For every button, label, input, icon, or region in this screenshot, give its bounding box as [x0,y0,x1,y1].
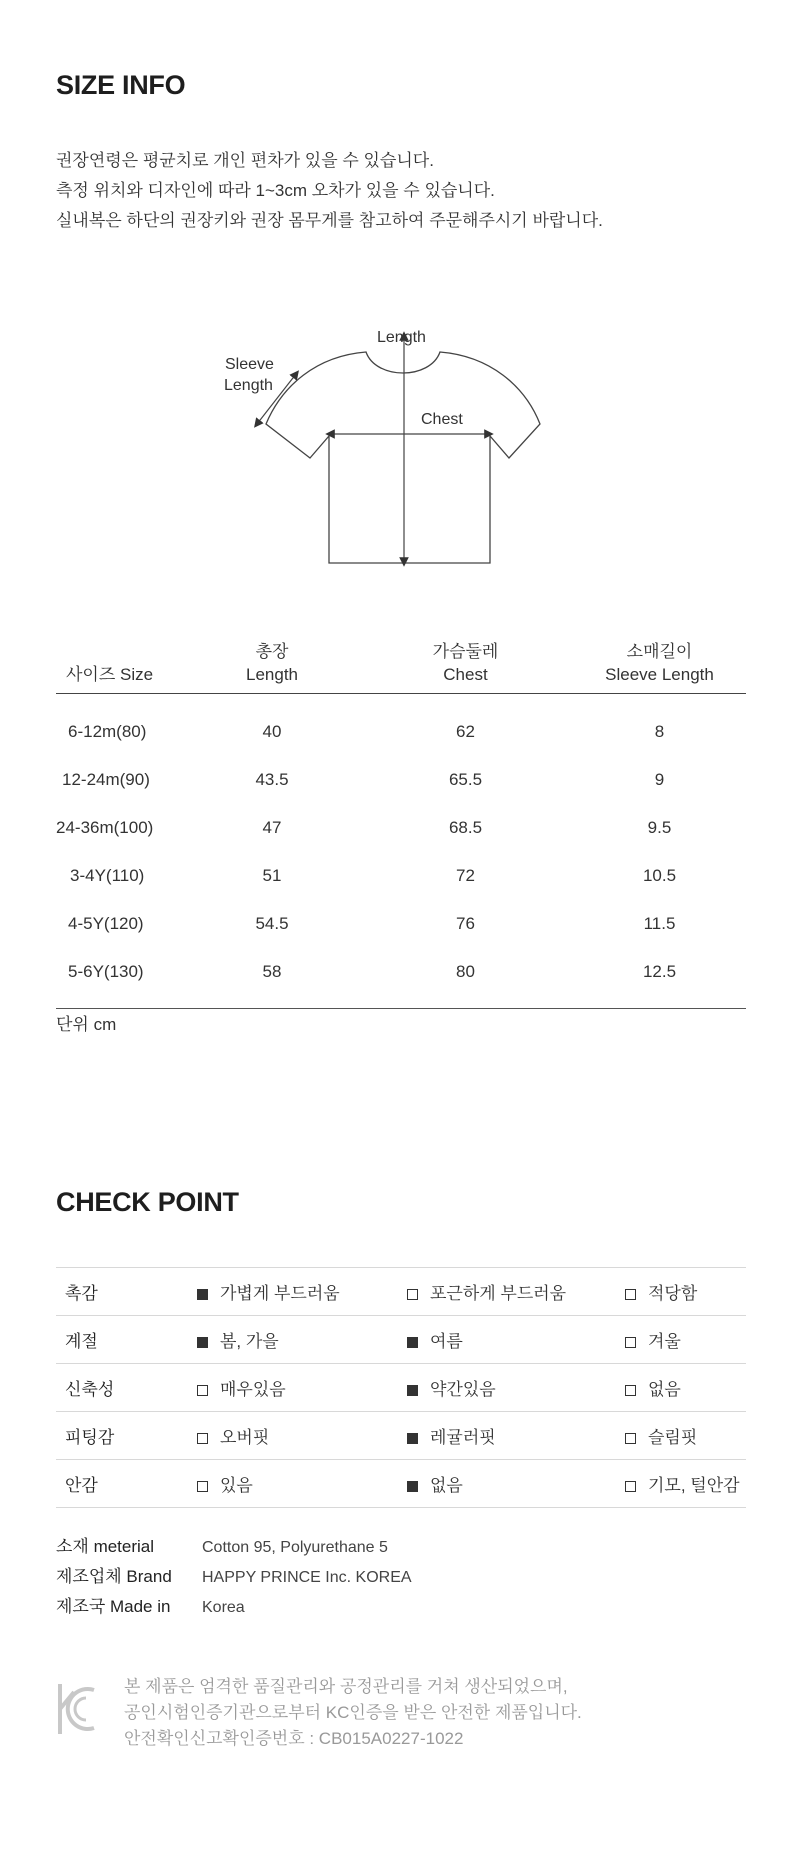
check-option [407,1412,625,1460]
table-row [56,756,746,804]
checked-box-icon [407,1337,418,1348]
kc-line: 안전확인신고확인증번호 : CB015A0227-1022 [124,1729,464,1748]
check-option [407,1316,625,1364]
check-option [625,1364,746,1412]
check-option [197,1364,407,1412]
kc-line: 공인시험인증기관으로부터 KC인증을 받은 안전한 제품입니다. [124,1703,582,1722]
check-option-label: 봄, 가을 [220,1332,279,1351]
cell-chest: 68.5 [448,818,483,837]
header-chest: 가슴둘레 Chest [432,642,499,684]
tshirt-outline [266,352,540,563]
cell-length: 51 [262,866,282,885]
cell-sleeve: 9.5 [647,818,672,837]
check-option-label: 기모, 털안감 [648,1476,740,1495]
unchecked-box-icon [625,1481,636,1492]
check-row-label: 피팅감 [65,1428,115,1447]
check-row [56,1364,746,1412]
cell-chest: 76 [456,914,475,933]
checked-box-icon [407,1481,418,1492]
sleeve-label: Sleeve [225,356,274,373]
cell-size: 5-6Y(130) [68,962,144,981]
cell-size: 24-36m(100) [56,818,154,837]
check-option-label: 약간있음 [430,1380,496,1399]
unchecked-box-icon [197,1433,208,1444]
header-length: 총장 Length [246,642,298,684]
cell-sleeve: 9 [654,770,665,789]
check-row-label: 촉감 [65,1284,98,1303]
check-option-label: 슬림핏 [648,1428,698,1447]
cell-length: 43.5 [255,770,289,789]
check-option [197,1268,407,1316]
cell-chest: 80 [456,962,475,981]
check-option [625,1268,746,1316]
table-row [56,852,746,900]
check-option-label: 가볍게 부드러움 [220,1284,340,1303]
size-info-title: SIZE INFO [56,70,186,100]
unchecked-box-icon [625,1289,636,1300]
check-row [56,1316,746,1364]
spec-material: 소재 meterial Cotton 95, Polyurethane 5 [56,1537,388,1556]
checked-box-icon [197,1289,208,1300]
sleeve-label: Length [224,377,273,394]
cell-length: 40 [262,722,282,741]
check-option [625,1460,746,1508]
check-option-label: 포근하게 부드러움 [430,1284,567,1303]
header-sleeve: 소매길이 Sleeve Length [605,642,714,684]
cell-size: 4-5Y(120) [68,914,144,933]
note-line: 측정 위치와 디자인에 따라 1~3cm 오차가 있을 수 있습니다. [56,181,495,200]
check-point-table [56,1267,746,1508]
kc-mark-icon [56,1680,98,1738]
product-spec [56,1532,412,1622]
checked-box-icon [407,1385,418,1396]
check-row-label: 계절 [65,1332,98,1351]
unit-label: 단위 cm [56,1015,117,1034]
cell-size: 6-12m(80) [68,722,147,741]
check-point-title: CHECK POINT [56,1187,239,1217]
size-table-header [56,640,746,694]
kc-line: 본 제품은 엄격한 품질관리와 공정관리를 거쳐 생산되었으며, [124,1677,568,1696]
check-option-label: 없음 [648,1380,681,1399]
check-row [56,1460,746,1508]
unchecked-box-icon [625,1337,636,1348]
header-size: 사이즈 Size [66,665,154,684]
check-option [407,1268,625,1316]
cell-size: 3-4Y(110) [70,866,145,885]
checked-box-icon [407,1433,418,1444]
note-line: 권장연령은 평균치로 개인 편차가 있을 수 있습니다. [56,151,434,170]
check-row [56,1268,746,1316]
cell-sleeve: 11.5 [643,914,676,933]
check-option [197,1460,407,1508]
check-option [197,1412,407,1460]
check-option [625,1316,746,1364]
unchecked-box-icon [197,1385,208,1396]
cell-size: 12-24m(90) [62,770,150,789]
check-option-label: 오버핏 [220,1428,270,1447]
check-row [56,1412,746,1460]
kc-notice [124,1674,582,1752]
check-option-label: 적당함 [648,1284,698,1303]
unchecked-box-icon [625,1385,636,1396]
spec-origin: 제조국 Made in Korea [56,1597,245,1616]
note-line: 실내복은 하단의 권장키와 권장 몸무게를 참고하여 주문해주시기 바랍니다. [56,211,603,230]
cell-chest: 72 [456,866,475,885]
check-option [625,1412,746,1460]
check-option-label: 있음 [220,1476,253,1495]
unchecked-box-icon [625,1433,636,1444]
check-option [407,1364,625,1412]
cell-chest: 65.5 [448,770,483,789]
cell-length: 58 [262,962,282,981]
cell-sleeve: 8 [654,722,665,741]
check-option-label: 없음 [430,1476,463,1495]
spec-maker: 제조업체 Brand HAPPY PRINCE Inc. KOREA [56,1567,412,1586]
cell-sleeve: 10.5 [642,866,677,885]
unchecked-box-icon [197,1481,208,1492]
table-row [56,694,746,757]
check-option-label: 여름 [430,1332,463,1351]
check-option-label: 겨울 [648,1332,681,1351]
size-table [56,640,746,1009]
table-row [56,948,746,1009]
cell-chest: 62 [456,722,475,741]
cell-sleeve: 12.5 [642,962,677,981]
cell-length: 54.5 [255,914,289,933]
check-row-label: 신축성 [65,1380,115,1399]
check-row-label: 안감 [65,1476,98,1495]
chest-label: Chest [421,411,463,428]
check-option [407,1460,625,1508]
check-option-label: 레귤러핏 [430,1428,496,1447]
table-row [56,900,746,948]
length-label: Length [377,329,426,346]
unchecked-box-icon [407,1289,418,1300]
cell-length: 47 [262,818,282,837]
size-notes [56,146,603,236]
check-option-label: 매우있음 [220,1380,286,1399]
tshirt-measure-diagram [0,316,800,576]
checked-box-icon [197,1337,208,1348]
table-row [56,804,746,852]
check-option [197,1316,407,1364]
